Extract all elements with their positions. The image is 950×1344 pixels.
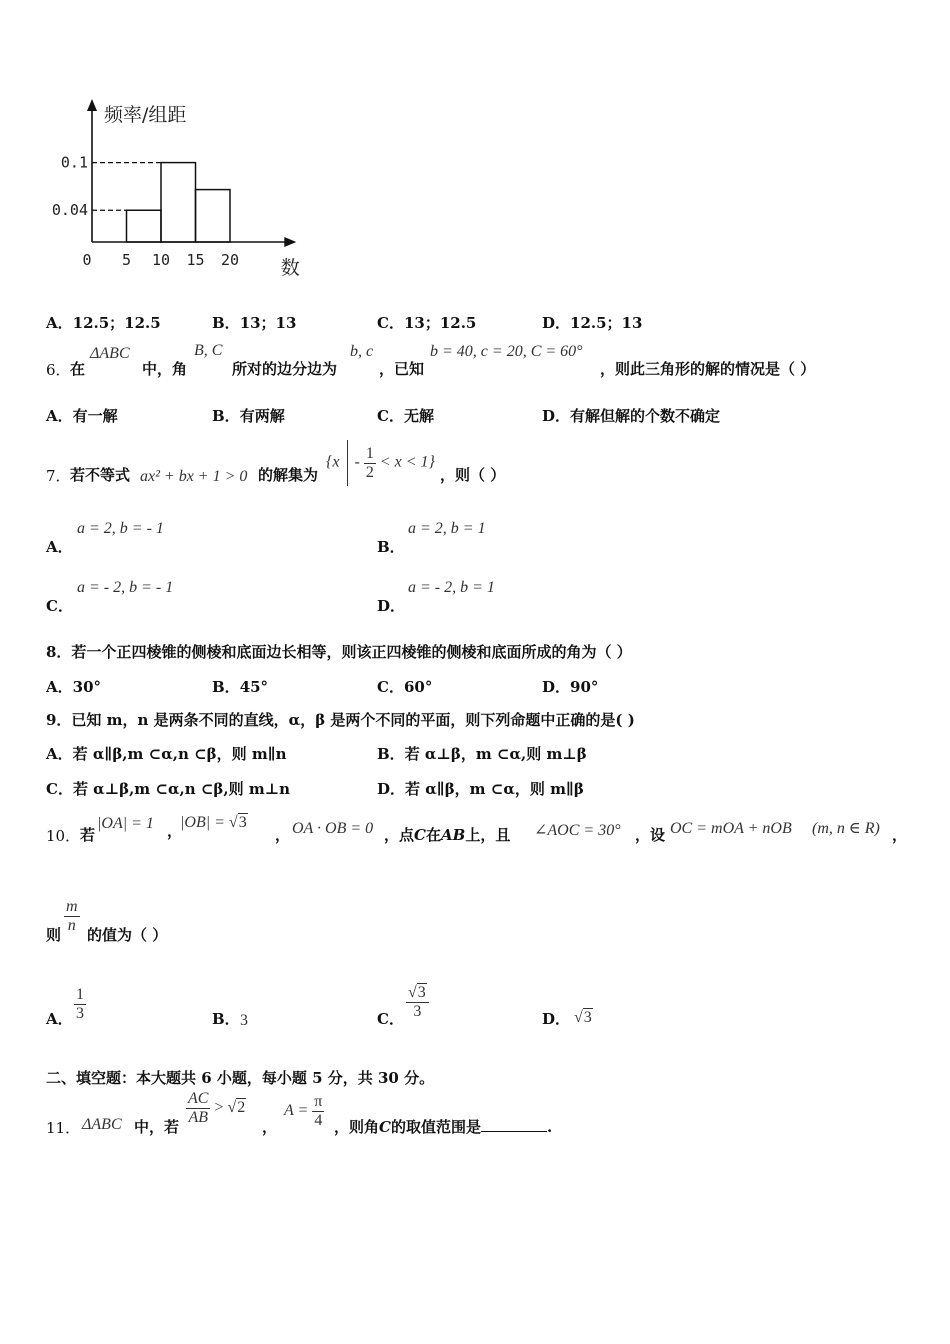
q7-number: 7． <box>46 467 71 485</box>
q6-math-angles: B, C <box>194 342 223 359</box>
histogram-bar-3 <box>196 190 231 242</box>
q7-option-a-expr: a = 2, b = - 1 <box>77 520 164 537</box>
y-axis-title: 频率/组距 <box>104 104 187 126</box>
q10-option-a-value: $\frac{1}{3}$ <box>76 986 84 1022</box>
q8-stem: 8．若一个正四棱锥的侧棱和底面边长相等，则该正四棱锥的侧棱和底面所成的角为（ ） <box>46 643 632 661</box>
q7-text-2: 的解集为 <box>258 466 319 484</box>
x-tick-label-1: 5 <box>121 251 132 269</box>
y-tick-label-2: 0.04 <box>51 201 88 220</box>
q8-option-d: D．90° <box>542 678 599 696</box>
histogram-bar-2 <box>161 163 196 242</box>
q10-number: 10． <box>46 827 81 845</box>
q6-text-4: ，已知 <box>379 360 425 378</box>
q8-option-a: A．30° <box>46 678 102 696</box>
q9-stem: 9．已知 m，n 是两条不同的直线，α，β 是两个不同的平面，则下列命题中正确的是( ) <box>46 711 635 729</box>
q11-text-1: 中，若 <box>134 1118 180 1136</box>
q9-option-a: A．若 α∥β,m ⊂α,n ⊂β，则 m∥n <box>46 745 287 763</box>
q10-option-d-value: √3 <box>574 1009 592 1026</box>
q11-number: 11． <box>46 1119 81 1137</box>
q5-option-c: C．13；12.5 <box>377 314 477 332</box>
x-tick-label-3: 15 <box>186 251 205 269</box>
q10-text-5: ，设 <box>635 826 666 844</box>
q7-option-b-expr: a = 2, b = 1 <box>408 520 486 537</box>
q6-option-a: A．有一解 <box>46 407 118 425</box>
q6-option-c: C．无解 <box>377 407 434 425</box>
q9-option-d: D．若 α∥β，m ⊂α，则 m∥β <box>377 780 584 798</box>
q5-option-a: A．12.5；12.5 <box>46 314 161 332</box>
q11-text-3: ，则角C的取值范围是 . <box>334 1118 553 1136</box>
q10-math-ob: |OB| = √3 <box>180 814 247 831</box>
q6-text-3: 所对的边分边为 <box>232 360 338 378</box>
section-2-title: 二、填空题：本大题共 6 小题，每小题 5 分，共 30 分。 <box>46 1069 435 1087</box>
histogram-chart <box>50 95 320 280</box>
q7-text-3: ，则（ ） <box>440 466 506 484</box>
q10-option-b-letter: B． <box>212 1010 240 1028</box>
q7-option-b-letter: B． <box>377 538 405 556</box>
q8-option-b: B．45° <box>212 678 269 696</box>
q9-option-c: C．若 α⊥β,m ⊂α,n ⊂β,则 m⊥n <box>46 780 291 798</box>
q6-option-b: B．有两解 <box>212 407 285 425</box>
q10-option-d-letter: D． <box>542 1010 571 1028</box>
q10-text-6: ， <box>892 826 908 844</box>
q11-math-angle-a: A = $\frac{\pi}{4}$ <box>284 1093 323 1129</box>
q10-line2-text-2: 的值为（ ） <box>87 926 168 944</box>
q10-math-dot: OA · OB = 0 <box>292 820 374 837</box>
q10-option-a-letter: A． <box>46 1010 73 1028</box>
q6-math-sides: b, c <box>350 343 374 360</box>
q10-math-oa: |OA| = 1 <box>97 815 154 832</box>
q7-option-c-expr: a = - 2, b = - 1 <box>77 579 174 596</box>
q10-option-c-value: $\frac{√3}{3}$ <box>406 984 429 1021</box>
q6-text-1: 在 <box>70 360 86 378</box>
q10-line2-text-1: 则 <box>46 926 62 944</box>
q7-option-d-expr: a = - 2, b = 1 <box>408 579 495 596</box>
q7-fraction: $\frac{1}{2}$ <box>365 444 374 481</box>
q11-math-triangle: ΔABC <box>82 1116 122 1133</box>
y-tick-label-1: 0.1 <box>60 153 88 172</box>
q6-text-5: ，则此三角形的解的情况是（ ） <box>600 360 816 378</box>
x-tick-label-2: 10 <box>151 251 171 269</box>
histogram-bar-1 <box>127 210 162 242</box>
origin-label: 0 <box>82 251 92 269</box>
q10-option-b-value: 3 <box>240 1012 248 1029</box>
q7-option-a-letter: A． <box>46 538 73 556</box>
q10-text-4: ，点C在AB上，且 <box>384 826 511 844</box>
q6-math-given: b = 40, c = 20, C = 60° <box>430 343 583 360</box>
q10-math-oc: OC = mOA + nOB <box>670 820 792 837</box>
q6-text-2: 中，角 <box>142 360 188 378</box>
q7-text-1: 若不等式 <box>70 466 131 484</box>
q11-text-2: ， <box>262 1118 278 1136</box>
q9-option-b: B．若 α⊥β，m ⊂α,则 m⊥β <box>377 745 587 763</box>
q7-solution-set: {x - $\frac{1}{2}$ < x < 1} <box>326 440 435 486</box>
q10-math-angle: ∠AOC = 30° <box>534 822 621 839</box>
q8-option-c: C．60° <box>377 678 433 696</box>
q7-math-inequality: ax² + bx + 1 > 0 <box>140 468 248 485</box>
q10-option-c-letter: C． <box>377 1010 404 1028</box>
q10-text-2: ， <box>167 822 183 840</box>
q11-answer-blank[interactable] <box>481 1117 547 1132</box>
q6-math-triangle: ΔABC <box>90 345 130 362</box>
q10-fraction-mn: $\frac{m}{n}$ <box>66 898 78 934</box>
q6-option-d: D．有解但解的个数不确定 <box>542 407 721 425</box>
q10-text-1: 若 <box>80 826 96 844</box>
x-axis-arrow <box>284 237 296 247</box>
q7-option-d-letter: D． <box>377 597 406 615</box>
x-tick-label-4: 20 <box>220 251 240 269</box>
q6-number: 6． <box>46 361 71 379</box>
q10-text-3: ， <box>275 826 291 844</box>
q5-option-d: D．12.5；13 <box>542 314 643 332</box>
q7-option-c-letter: C． <box>46 597 73 615</box>
q5-option-b: B．13；13 <box>212 314 297 332</box>
y-axis-arrow <box>87 99 97 111</box>
x-axis-title: 数 <box>280 257 300 279</box>
q11-math-ratio: $\frac{AC}{AB}$ > √2 <box>188 1090 246 1126</box>
q10-math-domain: (m, n ∈ R) <box>812 820 880 837</box>
